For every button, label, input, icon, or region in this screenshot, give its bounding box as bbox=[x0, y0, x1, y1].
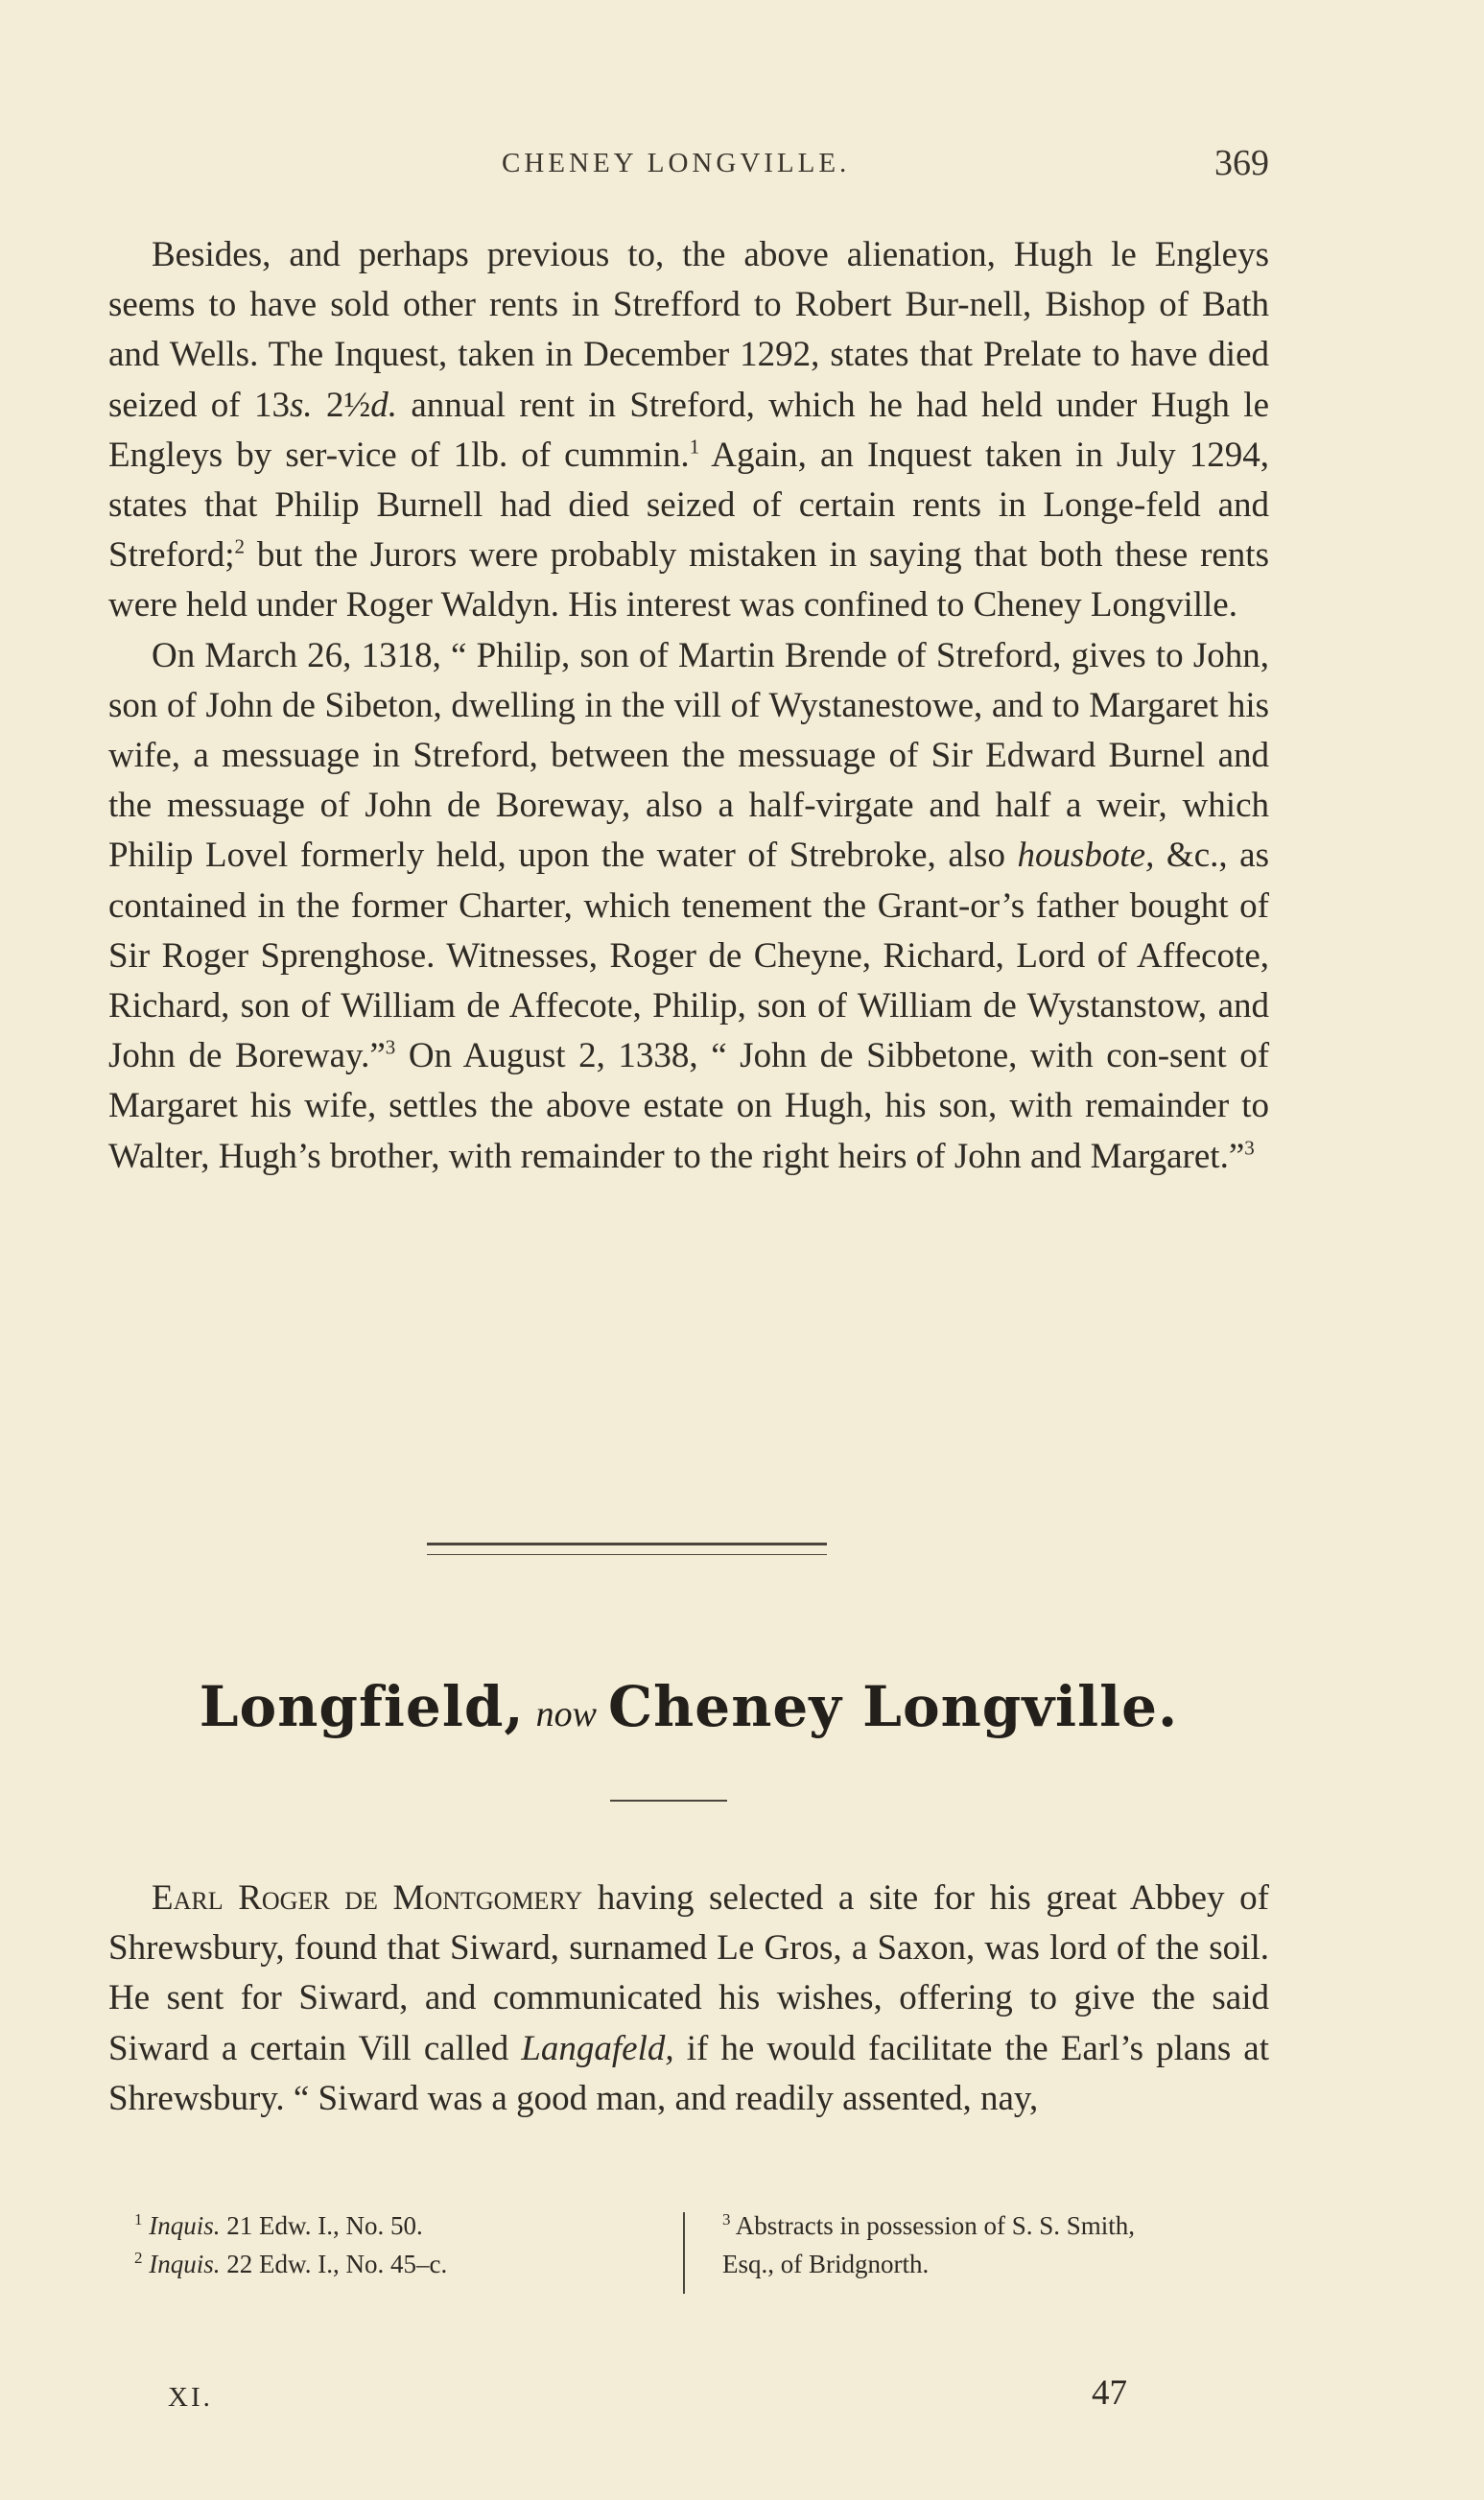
section-text bbox=[108, 1874, 1269, 2124]
footnotes bbox=[108, 2206, 1269, 2302]
footnote-ref: 3 bbox=[1244, 1136, 1255, 1160]
footnote-continuation: Esq., of Bridgnorth. bbox=[722, 2250, 930, 2278]
footnote: $^3$ Abstracts in possession of S. S. Smith, bbox=[722, 2210, 1136, 2240]
double-rule-divider bbox=[427, 1543, 827, 1555]
main-text bbox=[108, 230, 1269, 1182]
sheet-number: 47 bbox=[1092, 2373, 1127, 2413]
footnote-ref: 3 bbox=[385, 1035, 396, 1059]
smallcaps-name: Earl Roger de Montgomery bbox=[152, 1878, 583, 1918]
section-title bbox=[108, 1674, 1269, 1739]
running-head bbox=[108, 142, 1269, 200]
paragraph: On March 26, 1318, “ Philip, son of Martin Brende of Streford, gives to John, son of John de Sibeton, dwelling in the vill of Wystanestowe, and to Margaret his wife, a messuage in Streford, between the messuage of Sir Edward Burnel and the messuage of John de Boreway, also a half-virgate and half a weir, which Philip Lovel formerly held, upon the water of Strebroke, also housbote, &c., as contained in the former Charter, which tenement the Grant-or’s father bought of Sir Roger Sprenghose. Witnesses, Roger de Cheyne, Richard, Lord of Affecote, Richard, son of William de Affecote, Philip, son of William de Wystanstow, and John de Boreway.”$^3$ On August 2, 1338, “ John de Sibbetone, with con-sent of Margaret his wife, settles the above estate on Hugh, his son, with remainder to Walter, Hugh’s brother, with remainder to the right heirs of John and Margaret.”$^3$ bbox=[108, 635, 1270, 1176]
footnote-ref: 1 bbox=[689, 435, 700, 459]
section-title-now: now bbox=[535, 1694, 597, 1734]
running-title: CHENEY LONGVILLE. bbox=[502, 148, 851, 178]
section-title-part2: Cheney Longville. bbox=[607, 1674, 1179, 1739]
footnote-column-divider bbox=[683, 2212, 685, 2294]
signature-mark: XI. bbox=[168, 2382, 213, 2413]
footnote: $^1$ Inquis. 21 Edw. I., No. 50. bbox=[134, 2210, 423, 2240]
footnote-ref: 2 bbox=[234, 534, 246, 558]
page-number: 369 bbox=[1214, 143, 1269, 183]
paragraph: Earl Roger de Montgomery having selected a site for his great Abbey of Shrewsbury, found that Siward, surnamed Le Gros, a Saxon, was lord of the soil. He sent for Siward, and communicated his wishes, offering to give the said Siward a certain Vill called Langafeld, if he would facilitate the Earl’s plans at Shrewsbury. “ Siward was a good man, and readily assented, nay, bbox=[108, 1878, 1269, 2118]
short-rule-divider bbox=[610, 1800, 727, 1802]
footnotes-left-column bbox=[134, 2206, 748, 2283]
section-title-part1: Longfield, bbox=[199, 1674, 525, 1739]
footnotes-right-column bbox=[722, 2206, 1269, 2283]
footnote: $^2$ Inquis. 22 Edw. I., No. 45–c. bbox=[134, 2249, 448, 2278]
paragraph: Besides, and perhaps previous to, the above alienation, Hugh le Engleys seems to have sold other rents in Strefford to Robert Bur-nell, Bishop of Bath and Wells. The Inquest, taken in December 1292, states that Prelate to have died seized of 13s. 2½d. annual rent in Streford, which he had held under Hugh le Engleys by ser-vice of 1lb. of cummin.$^1$ Again, an Inquest taken in July 1294, states that Philip Burnell had died seized of certain rents in Longe-feld and Streford;$^2$ but the Jurors were probably mistaken in saying that both these rents were held under Roger Waldyn. His interest was confined to Cheney Longville. bbox=[108, 235, 1270, 625]
